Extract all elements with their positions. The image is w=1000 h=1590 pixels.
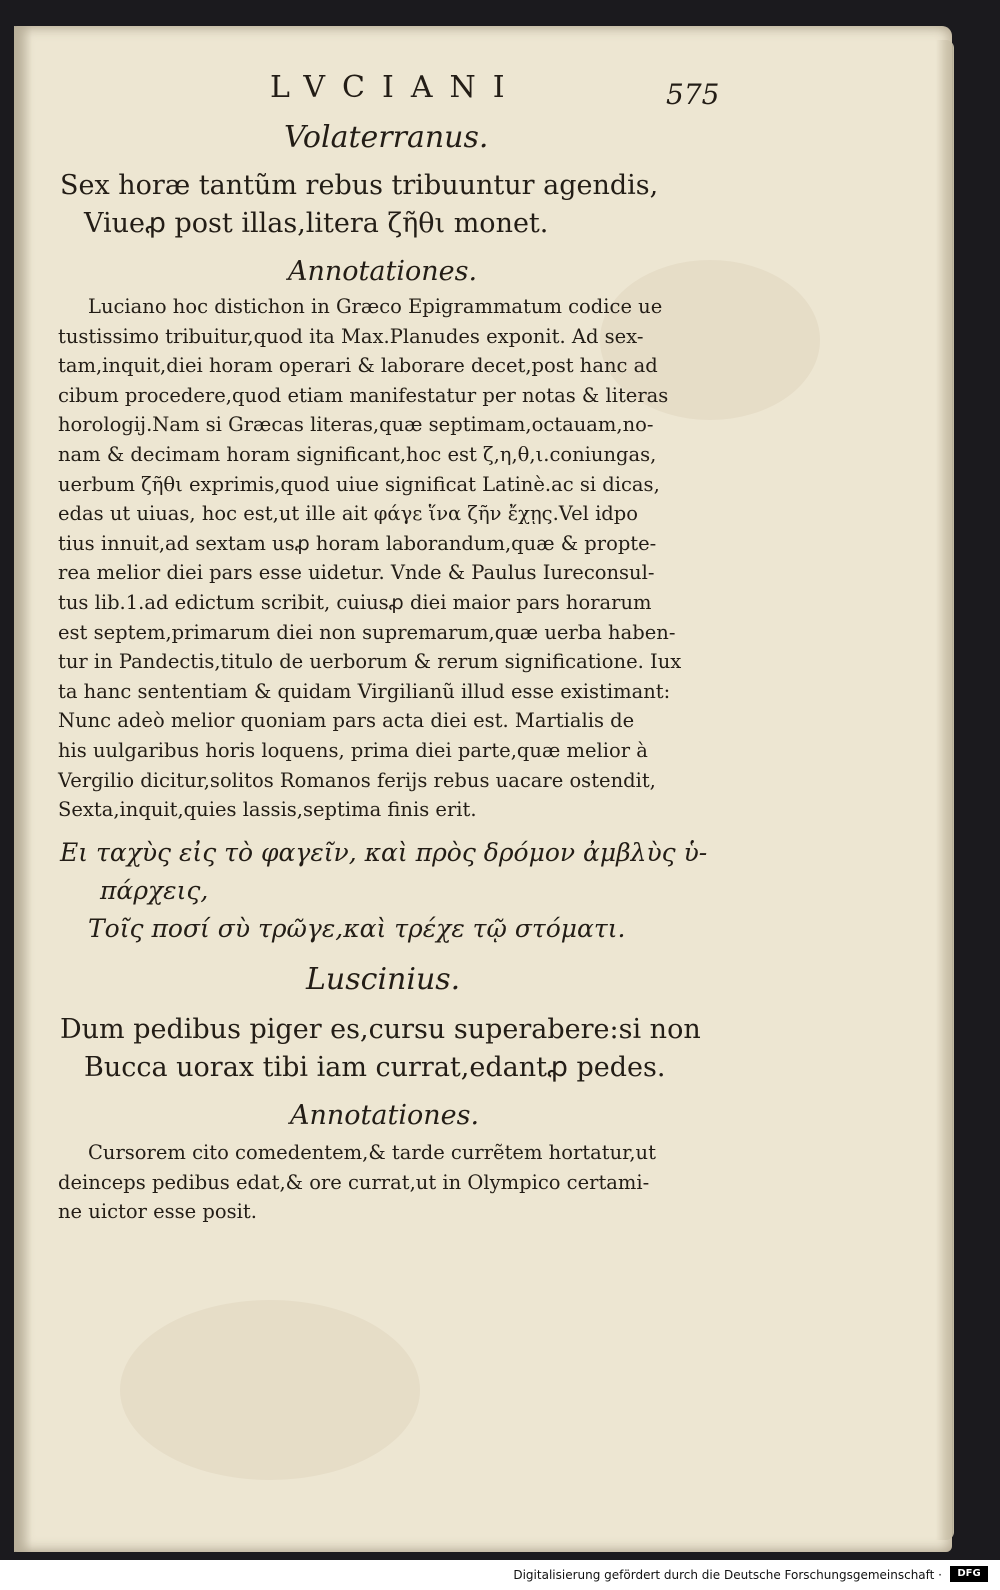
prose-line: ne uictor esse posit. [58, 1200, 257, 1224]
prose-line: tam,inquit,diei horam operari & laborare decet,post hanc ad [58, 354, 658, 378]
annotations-heading: Annotationes. [290, 1100, 480, 1131]
page-edge-shadow [936, 40, 954, 1540]
prose-line: his uulgaribus horis loquens, prima diei parte,quæ melior à [58, 738, 648, 762]
page-number: 575 [666, 78, 720, 111]
prose-line: deinceps pedibus edat,& ore currat,ut in Olympico certami- [58, 1170, 650, 1194]
prose-line: est septem,primarum diei non supremarum,quæ uerba haben- [58, 620, 676, 644]
prose-line: uerbum ζῆθι exprimis,quod uiue significat Latinè.ac si dicas, [58, 472, 660, 496]
verse-line: Viueꝓ post illas,litera ζῆθι monet. [84, 208, 549, 239]
prose-line: rea melior diei pars esse uidetur. Vnde & Paulus Iureconsul- [58, 561, 655, 585]
verse-line: Dum pedibus piger es,cursu superabere:si non [60, 1014, 701, 1045]
prose-line: cibum procedere,quod etiam manifestatur per notas & literas [58, 383, 669, 407]
prose-line: horologij.Nam si Græcas literas,quæ septimam,octauam,no- [58, 413, 654, 437]
greek-verse-line: Ει ταχὺς εἰς τὸ φαγεῖν, καὶ πρὸς δρόμον ἀμβλὺς ὑ- [60, 838, 708, 867]
prose-line: Vergilio dicitur,solitos Romanos ferijs rebus uacare ostendit, [58, 768, 656, 792]
prose-line: nam & decimam horam significant,hoc est ζ,η,θ,ι.coniungas, [58, 442, 657, 466]
prose-line: Luciano hoc distichon in Græco Epigrammatum codice ue [88, 295, 663, 318]
annotations-text [58, 1138, 712, 1227]
running-head: LVCIANI [270, 70, 522, 105]
verse-line: Bucca uorax tibi iam currat,edantꝓ pedes. [84, 1052, 666, 1083]
prose-line: Nunc adeò melior quoniam pars acta diei est. Martialis de [58, 709, 635, 733]
section-author-heading: Volaterranus. [284, 120, 489, 155]
dfg-logo: DFG [950, 1566, 988, 1582]
annotations-text [58, 292, 712, 825]
prose-line: tur in Pandectis,titulo de uerborum & rerum significatione. Iux [58, 650, 682, 674]
prose-line: ta hanc sententiam & quidam Virgilianũ illud esse existimant: [58, 679, 671, 703]
greek-verse-line: Τοῖς ποσί σὺ τρῶγε,καὶ τρέχε τῷ στόματι. [88, 914, 626, 943]
prose-line: tustissimo tribuitur,quod ita Max.Planudes exponit. Ad sex- [58, 324, 644, 348]
annotations-heading: Annotationes. [288, 256, 478, 287]
prose-line: tius innuit,ad sextam usꝓ horam laborandum,quæ & propte- [58, 531, 657, 555]
paper-stain [120, 1300, 420, 1480]
prose-line: edas ut uiuas, hoc est,ut ille ait φάγε ἵνα ζῆν ἔχῃς.Vel idpo [58, 502, 639, 526]
digitization-credit: Digitalisierung gefördert durch die Deutsche Forschungsgemeinschaft · [513, 1568, 942, 1582]
page-gutter-shadow [14, 26, 32, 1552]
greek-verse-line: πάρχεις, [100, 876, 209, 905]
section-author-heading: Luscinius. [306, 962, 461, 997]
prose-line: Cursorem cito comedentem,& tarde currẽtem hortatur,ut [88, 1141, 656, 1164]
prose-line: tus lib.1.ad edictum scribit, cuiusꝓ diei maior pars horarum [58, 590, 652, 614]
prose-line: Sexta,inquit,quies lassis,septima finis erit. [58, 798, 477, 822]
verse-line: Sex horæ tantũm rebus tribuuntur agendis, [60, 170, 659, 201]
